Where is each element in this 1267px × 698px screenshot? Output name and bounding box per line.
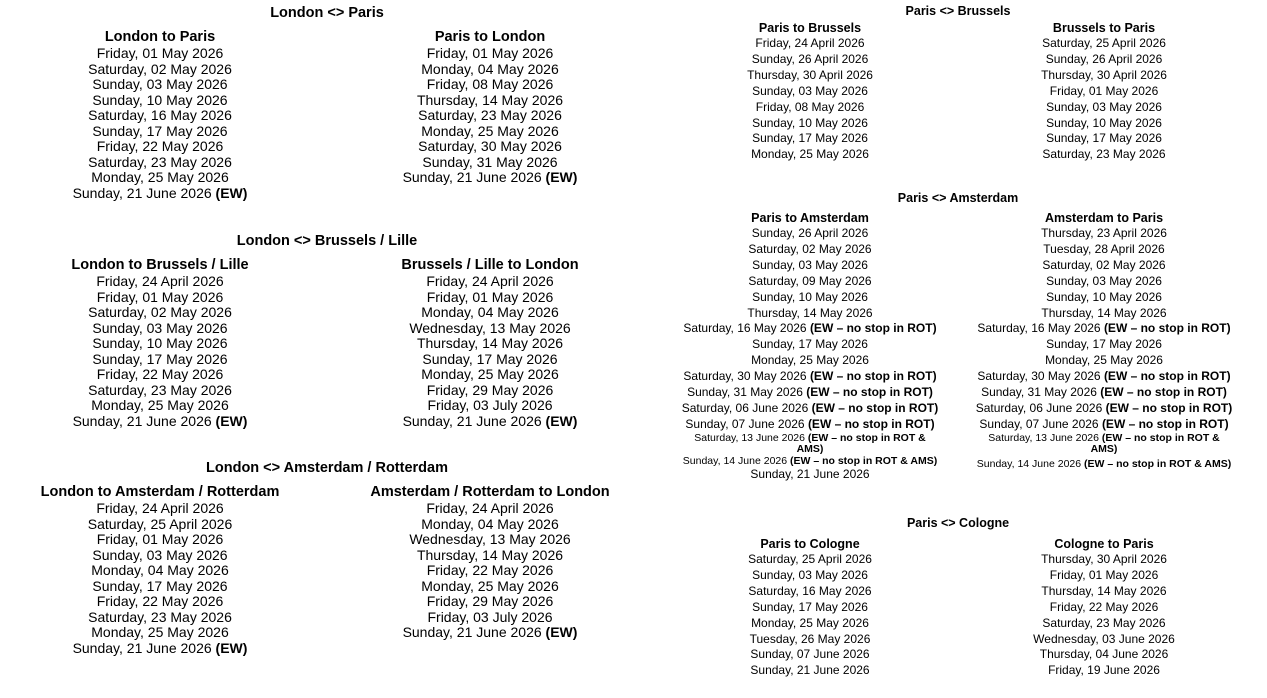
- date-row: [954, 401, 1254, 417]
- date-row: [660, 258, 960, 274]
- date-text: Monday, 04 May 2026: [421, 515, 559, 532]
- date-text: Sunday, 07 June 2026: [979, 416, 1102, 431]
- date-row: [660, 84, 960, 100]
- route-section-london-amsterdam-rotterdam: [0, 459, 654, 656]
- date-row: [10, 321, 310, 337]
- column-paris-to-cologne: [660, 536, 960, 679]
- date-text: Wednesday, 13 May 2026: [409, 531, 571, 547]
- date-row: [954, 353, 1254, 369]
- date-row: [340, 155, 640, 171]
- date-row: [10, 594, 310, 610]
- date-text: Sunday, 21 June 2026: [402, 624, 546, 640]
- date-text: Friday, 01 May 2026: [96, 531, 224, 547]
- date-row: [954, 632, 1254, 648]
- date-row: [10, 274, 310, 290]
- date-text: Thursday, 14 May 2026: [416, 546, 564, 563]
- date-text: Saturday, 02 May 2026: [1042, 257, 1166, 272]
- date-row: [10, 383, 310, 399]
- date-row: [954, 242, 1254, 258]
- date-text: Friday, 22 May 2026: [96, 366, 224, 382]
- date-text: Thursday, 14 May 2026: [416, 335, 564, 351]
- date-text: Friday, 01 May 2026: [1049, 83, 1159, 98]
- date-text: Wednesday, 03 June 2026: [1033, 631, 1175, 646]
- date-text: Sunday, 14 June 2026: [976, 457, 1085, 470]
- date-row: [954, 584, 1254, 600]
- date-text: Sunday, 21 June 2026: [72, 184, 216, 201]
- date-text: Saturday, 25 April 2026: [87, 515, 233, 532]
- column-brussels-to-paris: [954, 20, 1254, 163]
- date-row: [660, 68, 960, 84]
- date-text: Sunday, 17 May 2026: [1046, 337, 1162, 352]
- date-text: Saturday, 23 May 2026: [1042, 615, 1166, 630]
- date-row: [974, 433, 1234, 456]
- column-london-to-brussels-lille: [10, 256, 310, 429]
- date-row: [660, 100, 960, 116]
- column-heading: Paris to Brussels: [758, 21, 862, 35]
- date-text: Sunday, 10 May 2026: [1046, 115, 1162, 130]
- column-heading: London to Paris: [104, 29, 216, 45]
- date-row: [954, 369, 1254, 385]
- note-text: (EW – no stop in ROT): [807, 416, 935, 431]
- date-text: Friday, 08 May 2026: [426, 76, 554, 92]
- date-row: [954, 306, 1254, 322]
- date-row: [680, 433, 940, 456]
- date-row: [954, 321, 1254, 337]
- date-text: Saturday, 13 June 2026: [988, 431, 1102, 444]
- date-text: Thursday, 30 April 2026: [1041, 67, 1167, 82]
- date-row: [954, 100, 1254, 116]
- column-london-to-paris: [10, 28, 310, 201]
- date-text: Saturday, 16 May 2026: [977, 321, 1104, 336]
- date-row: [660, 290, 960, 306]
- column-heading: Brussels to Paris: [1052, 21, 1156, 35]
- date-row: [660, 147, 960, 163]
- date-row: [340, 336, 640, 352]
- date-text: Sunday, 07 June 2026: [750, 647, 870, 662]
- date-text: Wednesday, 13 May 2026: [409, 319, 571, 336]
- date-text: Friday, 24 April 2026: [96, 500, 224, 516]
- date-row: [660, 274, 960, 290]
- date-row: [10, 336, 310, 352]
- date-text: Tuesday, 28 April 2026: [1043, 241, 1165, 256]
- date-text: Friday, 01 May 2026: [426, 288, 554, 305]
- date-text: Sunday, 03 May 2026: [92, 319, 228, 336]
- date-text: Sunday, 21 June 2026: [402, 412, 546, 429]
- date-text: Sunday, 31 May 2026: [981, 385, 1101, 400]
- date-text: Friday, 01 May 2026: [426, 45, 554, 61]
- column-heading: Paris to London: [434, 29, 546, 45]
- date-text: Monday, 25 May 2026: [421, 122, 559, 139]
- date-text: Sunday, 10 May 2026: [92, 91, 228, 108]
- date-text: Friday, 01 May 2026: [1049, 567, 1159, 582]
- date-row: [660, 552, 960, 568]
- note-text: (EW – no stop in ROT & AMS): [796, 431, 926, 456]
- note-text: (EW – no stop in ROT): [1103, 321, 1231, 336]
- date-row: [340, 124, 640, 140]
- date-row: [10, 124, 310, 140]
- date-row: [954, 68, 1254, 84]
- date-text: Friday, 22 May 2026: [1049, 599, 1159, 614]
- date-text: Tuesday, 26 May 2026: [749, 631, 871, 646]
- date-row: [10, 77, 310, 93]
- note-text: (EW – no stop in ROT): [1101, 416, 1229, 431]
- date-row: [660, 385, 960, 401]
- date-row: [660, 353, 960, 369]
- date-text: Sunday, 10 May 2026: [752, 115, 868, 130]
- date-text: Sunday, 21 June 2026: [72, 412, 216, 429]
- date-row: [660, 306, 960, 322]
- column-amsterdam-rotterdam-to-london: [340, 483, 640, 641]
- date-row: [10, 398, 310, 414]
- date-row: [340, 398, 640, 414]
- date-text: Thursday, 14 May 2026: [747, 305, 873, 320]
- date-row: [340, 274, 640, 290]
- date-text: Friday, 03 July 2026: [427, 397, 553, 413]
- date-text: Saturday, 02 May 2026: [748, 241, 872, 256]
- date-text: Sunday, 21 June 2026: [402, 169, 546, 185]
- date-text: Friday, 29 May 2026: [426, 381, 554, 398]
- date-row: [340, 62, 640, 78]
- note-text: (EW): [545, 169, 578, 185]
- note-text: (EW – no stop in ROT & AMS): [790, 454, 938, 467]
- date-text: Monday, 25 May 2026: [421, 366, 559, 382]
- note-text: (EW): [215, 412, 248, 429]
- date-row: [10, 139, 310, 155]
- date-row: [954, 417, 1254, 433]
- date-text: Saturday, 09 May 2026: [748, 273, 872, 288]
- date-row: [660, 131, 960, 147]
- column-amsterdam-to-paris: [954, 210, 1254, 472]
- date-row: [954, 290, 1254, 306]
- column-london-to-amsterdam-rotterdam: [10, 483, 310, 656]
- date-row: [340, 501, 640, 517]
- column-paris-to-brussels: [660, 20, 960, 163]
- column-cologne-to-paris: [954, 536, 1254, 679]
- date-row: [340, 170, 640, 186]
- date-text: Monday, 04 May 2026: [421, 60, 559, 77]
- date-row: [660, 369, 960, 385]
- date-row: [340, 517, 640, 533]
- date-row: [660, 647, 960, 663]
- date-text: Friday, 01 May 2026: [96, 45, 224, 61]
- date-row: [954, 337, 1254, 353]
- date-row: [954, 385, 1254, 401]
- note-text: (EW – no stop in ROT): [1103, 369, 1231, 384]
- date-row: [954, 616, 1254, 632]
- date-row: [954, 568, 1254, 584]
- date-text: Friday, 08 May 2026: [755, 99, 865, 114]
- date-text: Sunday, 17 May 2026: [422, 350, 558, 367]
- date-row: [340, 305, 640, 321]
- date-row: [10, 367, 310, 383]
- date-text: Friday, 24 April 2026: [755, 36, 865, 50]
- date-row: [10, 610, 310, 626]
- note-text: (EW): [215, 639, 248, 656]
- note-text: (EW – no stop in ROT): [1105, 400, 1233, 415]
- section-title: London <> Amsterdam / Rotterdam: [206, 460, 448, 476]
- date-text: Monday, 25 May 2026: [91, 169, 229, 185]
- date-text: Saturday, 23 May 2026: [1042, 147, 1166, 162]
- date-row: [660, 584, 960, 600]
- date-text: Thursday, 14 May 2026: [1041, 583, 1167, 598]
- note-text: (EW – no stop in ROT): [809, 321, 937, 336]
- date-row: [10, 46, 310, 62]
- date-row: [10, 414, 310, 430]
- note-text: (EW): [545, 412, 578, 429]
- date-text: Saturday, 25 April 2026: [748, 552, 872, 566]
- date-row: [660, 401, 960, 417]
- date-row: [10, 155, 310, 171]
- date-row: [340, 93, 640, 109]
- date-row: [340, 532, 640, 548]
- column-heading: Paris to Cologne: [760, 537, 860, 551]
- date-text: Sunday, 26 April 2026: [751, 51, 869, 66]
- column-heading: Cologne to Paris: [1054, 537, 1154, 551]
- date-text: Saturday, 06 June 2026: [681, 400, 812, 415]
- date-text: Saturday, 02 May 2026: [88, 304, 232, 320]
- date-text: Sunday, 21 June 2026: [750, 467, 870, 482]
- date-text: Saturday, 13 June 2026: [694, 431, 808, 444]
- date-row: [660, 600, 960, 616]
- section-title: London <> Paris: [270, 5, 384, 21]
- column-heading: London to Amsterdam / Rotterdam: [40, 484, 280, 500]
- date-text: Sunday, 17 May 2026: [752, 337, 868, 352]
- date-text: Thursday, 30 April 2026: [747, 67, 873, 82]
- section-title: Paris <> Brussels: [905, 4, 1011, 18]
- date-row: [340, 594, 640, 610]
- date-row: [340, 383, 640, 399]
- date-text: Monday, 25 May 2026: [751, 353, 869, 368]
- date-text: Sunday, 17 May 2026: [92, 122, 228, 139]
- date-row: [954, 84, 1254, 100]
- date-text: Sunday, 03 May 2026: [752, 567, 868, 582]
- date-row: [340, 414, 640, 430]
- date-text: Friday, 24 April 2026: [96, 273, 224, 289]
- date-row: [340, 46, 640, 62]
- date-row: [10, 641, 310, 657]
- date-text: Monday, 25 May 2026: [421, 577, 559, 594]
- date-text: Sunday, 10 May 2026: [92, 335, 228, 351]
- date-row: [954, 600, 1254, 616]
- date-row: [660, 417, 960, 433]
- date-text: Thursday, 14 May 2026: [1041, 305, 1167, 320]
- date-text: Sunday, 03 May 2026: [1046, 273, 1162, 288]
- date-text: Sunday, 21 June 2026: [72, 639, 216, 656]
- date-text: Sunday, 03 May 2026: [752, 83, 868, 98]
- date-row: [954, 663, 1254, 679]
- date-text: Friday, 22 May 2026: [96, 593, 224, 609]
- date-row: [10, 186, 310, 202]
- note-text: (EW – no stop in ROT & AMS): [1084, 457, 1232, 470]
- date-row: [10, 579, 310, 595]
- date-text: Sunday, 17 May 2026: [1046, 131, 1162, 146]
- date-row: [10, 548, 310, 564]
- column-heading: Amsterdam to Paris: [1044, 211, 1164, 225]
- date-row: [954, 258, 1254, 274]
- date-row: [10, 352, 310, 368]
- route-section-london-paris: [0, 4, 654, 201]
- column-heading: Amsterdam / Rotterdam to London: [370, 484, 610, 500]
- date-text: Saturday, 06 June 2026: [975, 400, 1106, 415]
- route-section-paris-cologne: [660, 515, 1256, 678]
- date-row: [660, 568, 960, 584]
- date-row: [340, 610, 640, 626]
- date-text: Sunday, 10 May 2026: [1046, 289, 1162, 304]
- date-row: [340, 352, 640, 368]
- date-row: [660, 321, 960, 337]
- column-heading: Brussels / Lille to London: [401, 257, 579, 273]
- date-text: Monday, 25 May 2026: [751, 147, 869, 162]
- date-text: Saturday, 23 May 2026: [88, 381, 232, 398]
- date-row: [660, 226, 960, 242]
- date-row: [660, 242, 960, 258]
- date-text: Thursday, 14 May 2026: [416, 91, 564, 108]
- date-text: Thursday, 04 June 2026: [1039, 647, 1169, 662]
- date-row: [660, 36, 960, 52]
- date-text: Monday, 25 May 2026: [91, 397, 229, 413]
- date-text: Friday, 19 June 2026: [1048, 663, 1160, 678]
- date-text: Friday, 22 May 2026: [426, 562, 554, 578]
- date-text: Sunday, 26 April 2026: [751, 226, 869, 240]
- date-row: [340, 321, 640, 337]
- date-row: [954, 131, 1254, 147]
- date-text: Sunday, 17 May 2026: [92, 577, 228, 594]
- date-row: [10, 532, 310, 548]
- date-text: Saturday, 16 May 2026: [683, 321, 810, 336]
- note-text: (EW – no stop in ROT & AMS): [1090, 431, 1220, 456]
- date-text: Monday, 04 May 2026: [91, 562, 229, 578]
- date-text: Saturday, 30 May 2026: [683, 369, 810, 384]
- section-title: Paris <> Cologne: [906, 516, 1010, 530]
- date-text: Saturday, 02 May 2026: [88, 60, 232, 77]
- note-text: (EW): [545, 624, 578, 640]
- note-text: (EW): [215, 184, 248, 201]
- date-row: [660, 616, 960, 632]
- date-row: [10, 170, 310, 186]
- date-text: Sunday, 10 May 2026: [752, 289, 868, 304]
- date-text: Thursday, 23 April 2026: [1041, 226, 1167, 240]
- date-row: [954, 456, 1254, 472]
- column-heading: London to Brussels / Lille: [71, 257, 249, 273]
- date-text: Sunday, 07 June 2026: [685, 416, 808, 431]
- date-text: Sunday, 14 June 2026: [682, 454, 791, 467]
- column-heading: Paris to Amsterdam: [751, 211, 869, 225]
- note-text: (EW – no stop in ROT): [809, 369, 937, 384]
- date-row: [340, 367, 640, 383]
- date-row: [10, 501, 310, 517]
- section-title: Paris <> Amsterdam: [897, 191, 1019, 205]
- date-text: Saturday, 30 May 2026: [418, 138, 562, 154]
- date-text: Sunday, 31 May 2026: [422, 153, 558, 170]
- date-row: [660, 467, 960, 483]
- route-section-paris-brussels: [660, 3, 1256, 162]
- date-text: Friday, 29 May 2026: [426, 593, 554, 609]
- date-row: [340, 625, 640, 641]
- date-text: Saturday, 23 May 2026: [418, 107, 562, 123]
- date-row: [340, 563, 640, 579]
- date-row: [340, 579, 640, 595]
- date-row: [10, 93, 310, 109]
- date-text: Sunday, 03 May 2026: [92, 546, 228, 563]
- date-text: Sunday, 17 May 2026: [752, 599, 868, 614]
- date-row: [340, 548, 640, 564]
- column-brussels-lille-to-london: [340, 256, 640, 429]
- date-row: [660, 52, 960, 68]
- date-row: [954, 552, 1254, 568]
- date-row: [954, 647, 1254, 663]
- date-row: [340, 290, 640, 306]
- date-text: Saturday, 30 May 2026: [977, 369, 1104, 384]
- date-row: [660, 632, 960, 648]
- date-text: Thursday, 30 April 2026: [1041, 552, 1167, 566]
- date-text: Friday, 24 April 2026: [426, 273, 554, 289]
- date-text: Friday, 24 April 2026: [426, 500, 554, 516]
- date-row: [340, 108, 640, 124]
- date-text: Sunday, 03 May 2026: [92, 76, 228, 92]
- date-text: Saturday, 16 May 2026: [748, 583, 872, 598]
- date-text: Monday, 25 May 2026: [91, 624, 229, 640]
- section-title: London <> Brussels / Lille: [236, 233, 418, 249]
- date-row: [660, 337, 960, 353]
- column-paris-to-london: [340, 28, 640, 186]
- date-text: Saturday, 23 May 2026: [88, 153, 232, 170]
- date-row: [10, 563, 310, 579]
- date-row: [954, 147, 1254, 163]
- date-row: [10, 625, 310, 641]
- date-row: [954, 274, 1254, 290]
- date-text: Saturday, 16 May 2026: [88, 107, 232, 123]
- date-row: [954, 226, 1254, 242]
- date-text: Saturday, 23 May 2026: [88, 608, 232, 625]
- date-row: [680, 456, 940, 468]
- date-row: [10, 517, 310, 533]
- date-row: [660, 116, 960, 132]
- note-text: (EW – no stop in ROT): [806, 385, 933, 400]
- date-text: Sunday, 26 April 2026: [1045, 51, 1163, 66]
- date-row: [10, 305, 310, 321]
- date-text: Friday, 01 May 2026: [96, 288, 224, 305]
- date-text: Monday, 25 May 2026: [751, 615, 869, 630]
- date-text: Monday, 04 May 2026: [421, 304, 559, 320]
- date-text: Sunday, 17 May 2026: [752, 131, 868, 146]
- date-text: Friday, 22 May 2026: [96, 138, 224, 154]
- date-text: Monday, 25 May 2026: [1045, 353, 1163, 368]
- date-row: [954, 36, 1254, 52]
- note-text: (EW – no stop in ROT): [811, 400, 939, 415]
- route-section-london-brussels-lille: [0, 232, 654, 429]
- date-text: Sunday, 03 May 2026: [752, 257, 868, 272]
- date-row: [10, 290, 310, 306]
- date-row: [10, 108, 310, 124]
- route-section-paris-amsterdam: [660, 190, 1256, 482]
- date-text: Sunday, 21 June 2026: [750, 663, 870, 678]
- date-text: Saturday, 25 April 2026: [1042, 36, 1166, 50]
- date-row: [660, 663, 960, 679]
- date-row: [340, 139, 640, 155]
- column-paris-to-amsterdam: [660, 210, 960, 483]
- date-row: [954, 52, 1254, 68]
- date-text: Friday, 03 July 2026: [427, 608, 553, 625]
- note-text: (EW – no stop in ROT): [1100, 385, 1227, 400]
- date-row: [340, 77, 640, 93]
- date-row: [954, 116, 1254, 132]
- date-text: Sunday, 31 May 2026: [687, 385, 807, 400]
- date-row: [10, 62, 310, 78]
- date-text: Sunday, 17 May 2026: [92, 350, 228, 367]
- date-text: Sunday, 03 May 2026: [1046, 99, 1162, 114]
